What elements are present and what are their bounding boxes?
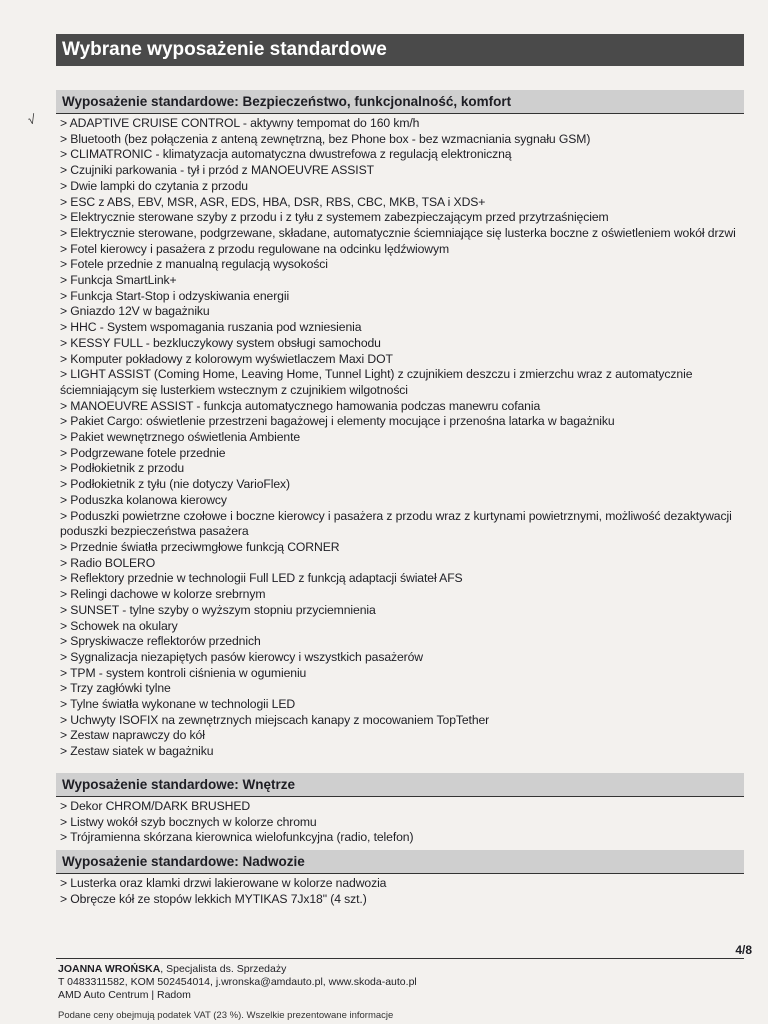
- footer-disclaimer: Podane ceny obejmują podatek VAT (23 %). Wszelkie prezentowane informacje: [58, 1010, 394, 1021]
- list-item: > Gniazdo 12V w bagażniku: [60, 304, 210, 319]
- list-item: > LIGHT ASSIST (Coming Home, Leaving Home, Tunnel Light) z czujnikiem deszczu i zmierzchu wraz z automatycznie ściemniającym się lusterkiem wstecznym z czujnikiem wilgotności: [60, 367, 693, 397]
- list-item: > KESSY FULL - bezkluczykowy system obsługi samochodu: [60, 335, 381, 350]
- list-item: > Lusterka oraz klamki drzwi lakierowane w kolorze nadwozia: [60, 876, 387, 890]
- list-item: > Sygnalizacja niezapiętych pasów kierowcy i wszystkich pasażerów: [60, 649, 424, 664]
- list-item: > Podłokietnik z przodu: [60, 461, 185, 476]
- footer-role: , Specjalista ds. Sprzedaży: [160, 963, 287, 975]
- list-item: > Tylne światła wykonane w technologii LED: [60, 697, 296, 712]
- list-item: > Zestaw siatek w bagażniku: [60, 744, 214, 759]
- footer-divider: [56, 958, 744, 959]
- list-item: > Podłokietnik z tyłu (nie dotyczy VarioFlex): [60, 477, 290, 492]
- list-item: > Elektrycznie sterowane, podgrzewane, składane, automatycznie ściemniające się lusterka boczne z oświetleniem wokół drzwi: [60, 225, 736, 240]
- list-item: > Uchwyty ISOFIX na zewnętrznych miejscach kanapy z mocowaniem TopTether: [60, 712, 490, 727]
- list-item: > Relingi dachowe w kolorze srebrnym: [60, 587, 266, 602]
- list-item: > Podgrzewane fotele przednie: [60, 445, 226, 460]
- list-item: > Dwie lampki do czytania z przodu: [60, 178, 248, 193]
- list-item: > Radio BOLERO: [60, 555, 156, 570]
- list-item: > Dekor CHROM/DARK BRUSHED: [60, 799, 251, 813]
- list-item: > Reflektory przednie w technologii Full LED z funkcją adaptacji świateł AFS: [60, 571, 463, 586]
- list-item: > Przednie światła przeciwmgłowe funkcją CORNER: [60, 539, 340, 554]
- list-item: > Czujniki parkowania - tył i przód z MANOEUVRE ASSIST: [60, 163, 374, 178]
- list-item: > Fotele przednie z manualną regulacją wysokości: [60, 257, 328, 272]
- page-title: Wybrane wyposażenie standardowe: [56, 34, 744, 66]
- list-item: > CLIMATRONIC - klimatyzacja automatyczna dwustrefowa z regulacją elektroniczną: [60, 147, 512, 162]
- list-item: > Spryskiwacze reflektorów przednich: [60, 634, 261, 649]
- handwritten-check-mark: √: [26, 111, 37, 128]
- list-item: > Funkcja SmartLink+: [60, 273, 177, 288]
- list-item: > Poduszki powietrzne czołowe i boczne kierowcy i pasażera z przodu wraz z kurtynami powietrznymi, możliwość dezaktywacji poduszki bezpieczeństwa pasażera: [60, 508, 732, 539]
- section-list-safety: [60, 116, 750, 760]
- list-item: > Pakiet wewnętrznego oświetlenia Ambiente: [60, 430, 301, 445]
- list-item: > Schowek na okulary: [60, 618, 178, 633]
- list-item: > MANOEUVRE ASSIST - funkcja automatycznego hamowania podczas manewru cofania: [60, 398, 541, 413]
- footer-contact-details: T 0483311582, KOM 502454014, j.wronska@amdauto.pl, www.skoda-auto.pl: [58, 976, 417, 988]
- list-item: > Komputer pokładowy z kolorowym wyświetlaczem Maxi DOT: [60, 351, 393, 366]
- list-item: > Elektrycznie sterowane szyby z przodu i z tyłu z systemem zabezpieczającym przed przytrzaśnięciem: [60, 210, 609, 225]
- list-item: > SUNSET - tylne szyby o wyższym stopniu przyciemnienia: [60, 602, 376, 617]
- document-page: [26, 0, 752, 1024]
- list-item: > Listwy wokół szyb bocznych w kolorze chromu: [60, 814, 317, 829]
- list-item: > ESC z ABS, EBV, MSR, ASR, EDS, HBA, DSR, RBS, CBC, MKB, TSA i XDS+: [60, 194, 486, 209]
- section-header-body: Wyposażenie standardowe: Nadwozie: [56, 850, 744, 874]
- list-item: > Obręcze kół ze stopów lekkich MYTIKAS 7Jx18" (4 szt.): [60, 891, 367, 906]
- list-item: > Poduszka kolanowa kierowcy: [60, 492, 227, 507]
- footer-contact: [58, 963, 417, 1002]
- list-item: > TPM - system kontroli ciśnienia w ogumieniu: [60, 665, 307, 680]
- list-item: > Pakiet Cargo: oświetlenie przestrzeni bagażowej i elementy mocujące i przenośna latarka w bagażniku: [60, 414, 615, 429]
- list-item: > HHC - System wspomagania ruszania pod wzniesienia: [60, 320, 362, 335]
- section-list-body: [60, 876, 750, 907]
- list-item: > Trójramienna skórzana kierownica wielofunkcyjna (radio, telefon): [60, 830, 414, 845]
- list-item: > Funkcja Start-Stop i odzyskiwania energii: [60, 288, 290, 303]
- footer-name: JOANNA WROŃSKA: [58, 963, 161, 975]
- section-header-safety: Wyposażenie standardowe: Bezpieczeństwo, funkcjonalność, komfort: [56, 90, 744, 114]
- section-header-interior: Wyposażenie standardowe: Wnętrze: [56, 773, 744, 797]
- list-item: > Trzy zagłówki tylne: [60, 681, 171, 696]
- list-item: > Zestaw naprawczy do kół: [60, 728, 205, 743]
- list-item: > ADAPTIVE CRUISE CONTROL - aktywny tempomat do 160 km/h: [60, 116, 420, 130]
- footer-company: AMD Auto Centrum | Radom: [58, 989, 191, 1001]
- page-number: 4/8: [735, 943, 752, 957]
- list-item: > Fotel kierowcy i pasażera z przodu regulowane na odcinku lędźwiowym: [60, 241, 450, 256]
- section-list-interior: [60, 799, 750, 846]
- list-item: > Bluetooth (bez połączenia z anteną zewnętrzną, bez Phone box - bez wzmacniania sygnału GSM): [60, 131, 591, 146]
